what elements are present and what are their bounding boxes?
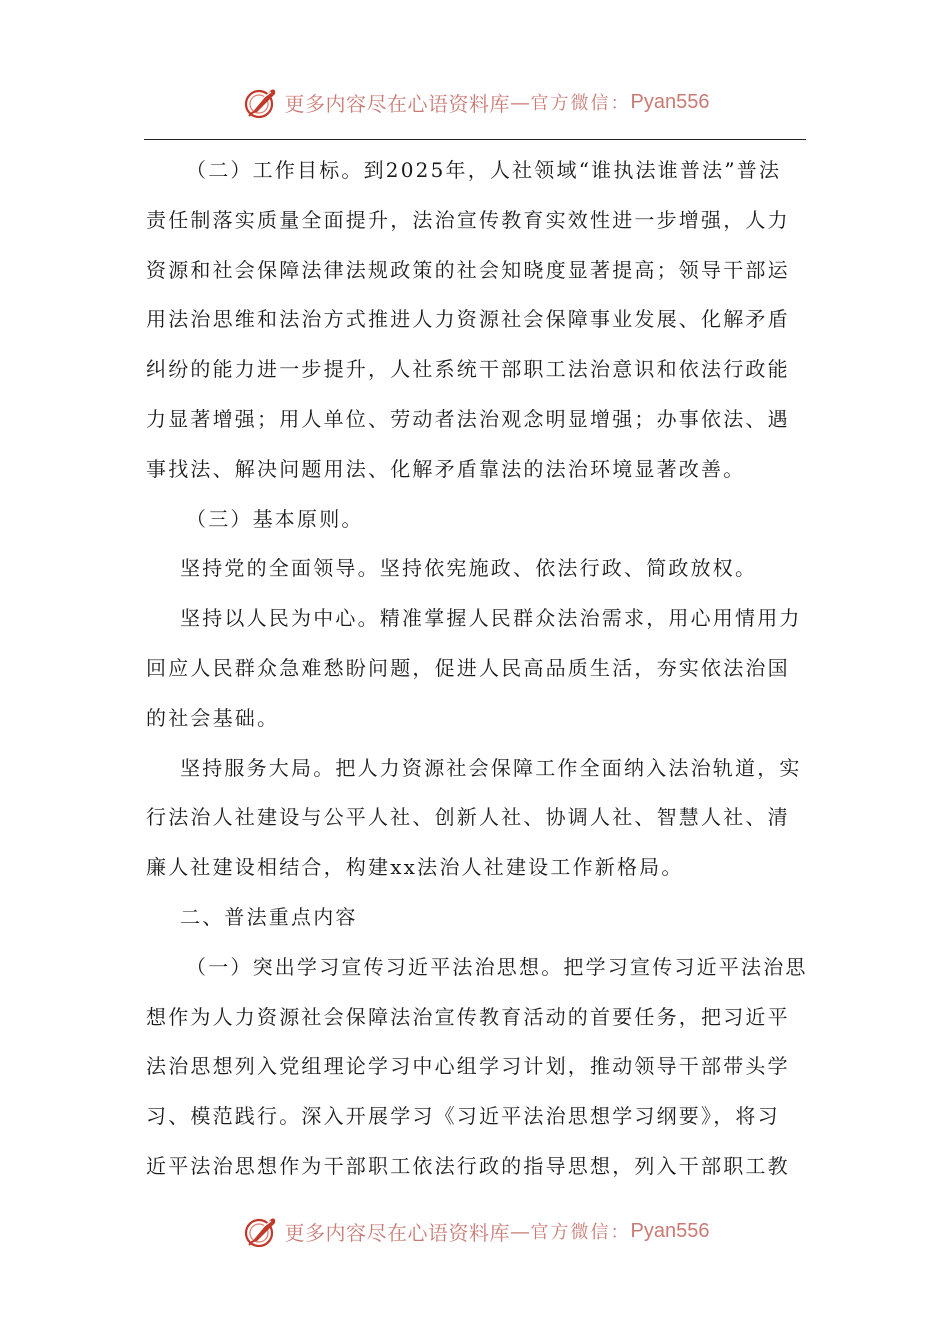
text-line: 法治思想列入党组理论学习中心组学习计划，推动领导干部带头学: [146, 1054, 790, 1079]
quill-logo-icon: [241, 82, 281, 122]
text-line: （三）基本原则。: [186, 506, 364, 531]
footer-banner: [0, 1209, 950, 1253]
text-line: 事找法、解决问题用法、化解矛盾靠法的法治环境显著改善。: [146, 456, 746, 481]
banner-text: 更多内容尽在心语资料库: [284, 91, 511, 116]
banner-official: 官方微信：: [530, 1222, 631, 1243]
text-line: 想作为人力资源社会保障法治宣传教育活动的首要任务，把习近平: [146, 1004, 790, 1029]
text-line: 坚持党的全面领导。坚持依宪施政、依法行政、简政放权。: [180, 556, 758, 581]
banner-handle: Pyan556: [630, 1219, 710, 1242]
text-line: （二）工作目标。到2025年，人社领域“谁执法谁普法”普法: [186, 158, 782, 182]
text-line: 近平法治思想作为干部职工依法行政的指导思想，列入干部职工教: [146, 1153, 790, 1178]
text-line: 资源和社会保障法律法规政策的社会知晓度显著提高；领导干部运: [146, 257, 790, 282]
paragraph-principle-party: [146, 544, 806, 594]
banner-handle: Pyan556: [630, 90, 710, 113]
quill-logo-icon: [241, 1211, 281, 1251]
text-line: （一）突出学习宣传习近平法治思想。把学习宣传习近平法治思: [186, 954, 808, 979]
banner-text: 更多内容尽在心语资料库: [284, 1220, 511, 1245]
header-divider: [144, 139, 806, 140]
paragraph-principle-people: [146, 594, 806, 743]
document-body: [146, 146, 806, 1192]
text-line: 习、模范践行。深入开展学习《习近平法治思想学习纲要》，将习: [146, 1104, 780, 1129]
text-line: 用法治思维和法治方式推进人力资源社会保障事业发展、化解矛盾: [146, 307, 790, 332]
text-line: 廉人社建设相结合，构建xx法治人社建设工作新格局。: [146, 855, 684, 880]
paragraph-principles-heading: [146, 495, 806, 545]
text-line: 回应人民群众急难愁盼问题，促进人民高品质生活，夯实依法治国: [146, 655, 790, 680]
banner-official: 官方微信：: [530, 93, 631, 114]
text-line: 行法治人社建设与公平人社、创新人社、协调人社、智慧人社、清: [146, 805, 790, 830]
text-line: 力显著增强；用人单位、劳动者法治观念明显增强；办事依法、遇: [146, 406, 790, 431]
banner-dash: —: [510, 90, 531, 114]
paragraph-item-one: [146, 943, 806, 1192]
text-line: 纠纷的能力进一步提升，人社系统干部职工法治意识和依法行政能: [146, 357, 790, 382]
banner-dash: —: [510, 1219, 531, 1243]
text-line: 责任制落实质量全面提升，法治宣传教育实效性进一步增强，人力: [146, 207, 790, 232]
paragraph-principle-service: [146, 744, 806, 893]
text-line: 坚持服务大局。把人力资源社会保障工作全面纳入法治轨道，实: [180, 755, 802, 780]
section-heading: [146, 893, 806, 943]
text-line: 二、普法重点内容: [180, 904, 358, 929]
text-line: 坚持以人民为中心。精准掌握人民群众法治需求，用心用情用力: [180, 606, 802, 631]
header-banner: [0, 80, 950, 124]
text-line: 的社会基础。: [146, 705, 280, 730]
paragraph-goal: [146, 146, 806, 495]
